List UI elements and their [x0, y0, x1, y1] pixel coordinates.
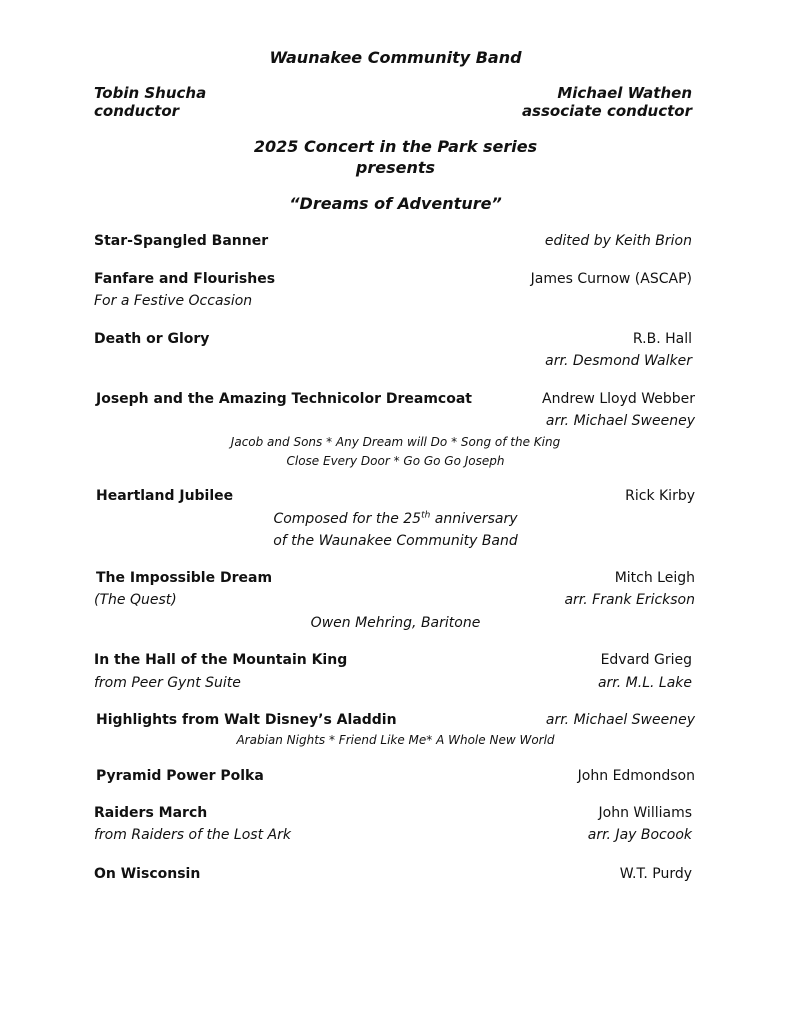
program-title: Heartland Jubilee: [96, 488, 234, 504]
program-credit: edited by Keith Brion: [544, 233, 692, 249]
band-name: Waunakee Community Band: [269, 48, 522, 67]
program-note: Close Every Door * Go Go Go Joseph: [286, 454, 505, 468]
program-title: Death or Glory: [94, 331, 210, 347]
assoc-conductor-name: Michael Wathen: [557, 84, 692, 102]
series-title: 2025 Concert in the Park series: [253, 137, 538, 156]
program-credit: John Williams: [598, 805, 692, 821]
program-title: Highlights from Walt Disney’s Aladdin: [96, 712, 397, 728]
presents-line: presents: [355, 158, 436, 177]
program-note: Arabian Nights * Friend Like Me* A Whole New World: [236, 733, 555, 747]
concert-theme: “Dreams of Adventure”: [289, 194, 502, 213]
program-title: Joseph and the Amazing Technicolor Dreamcoat: [96, 391, 472, 407]
program-credit: Edvard Grieg: [600, 652, 692, 668]
program-subtitle: (The Quest): [94, 592, 177, 608]
program-subtitle: from Peer Gynt Suite: [94, 675, 241, 691]
program-credit: John Edmondson: [577, 768, 695, 784]
program-arranger: arr. Michael Sweeney: [545, 413, 695, 429]
program-credit: Rick Kirby: [625, 488, 695, 504]
program-credit: Mitch Leigh: [614, 570, 695, 586]
program-arranger: arr. Frank Erickson: [564, 592, 695, 608]
program-note: of the Waunakee Community Band: [273, 533, 518, 549]
program-title: Raiders March: [94, 805, 208, 821]
conductor-name: Tobin Shucha: [94, 84, 207, 102]
program-arranger: arr. Jay Bocook: [587, 827, 692, 843]
program-title: The Impossible Dream: [96, 570, 273, 586]
program-title: Star-Spangled Banner: [94, 233, 269, 249]
program-soloist: Owen Mehring, Baritone: [310, 615, 481, 631]
program-subtitle: For a Festive Occasion: [94, 293, 253, 309]
program-credit: James Curnow (ASCAP): [530, 271, 692, 287]
conductor-role: conductor: [94, 102, 180, 120]
program-title: On Wisconsin: [94, 866, 201, 882]
program-credit: W.T. Purdy: [619, 866, 692, 882]
program-credit: Andrew Lloyd Webber: [542, 391, 695, 407]
program-subtitle: from Raiders of the Lost Ark: [94, 827, 291, 843]
program-credit: arr. Michael Sweeney: [545, 712, 695, 728]
program-title: Pyramid Power Polka: [96, 768, 264, 784]
program-note: Jacob and Sons * Any Dream will Do * Song of the King: [230, 435, 561, 449]
program-title: In the Hall of the Mountain King: [94, 652, 348, 668]
program-arranger: arr. Desmond Walker: [545, 353, 692, 369]
program-note: Composed for the 25th anniversary: [273, 510, 518, 527]
program-title: Fanfare and Flourishes: [94, 271, 276, 287]
assoc-conductor-role: associate conductor: [521, 102, 692, 120]
program-credit: R.B. Hall: [632, 331, 692, 347]
program-arranger: arr. M.L. Lake: [597, 675, 692, 691]
